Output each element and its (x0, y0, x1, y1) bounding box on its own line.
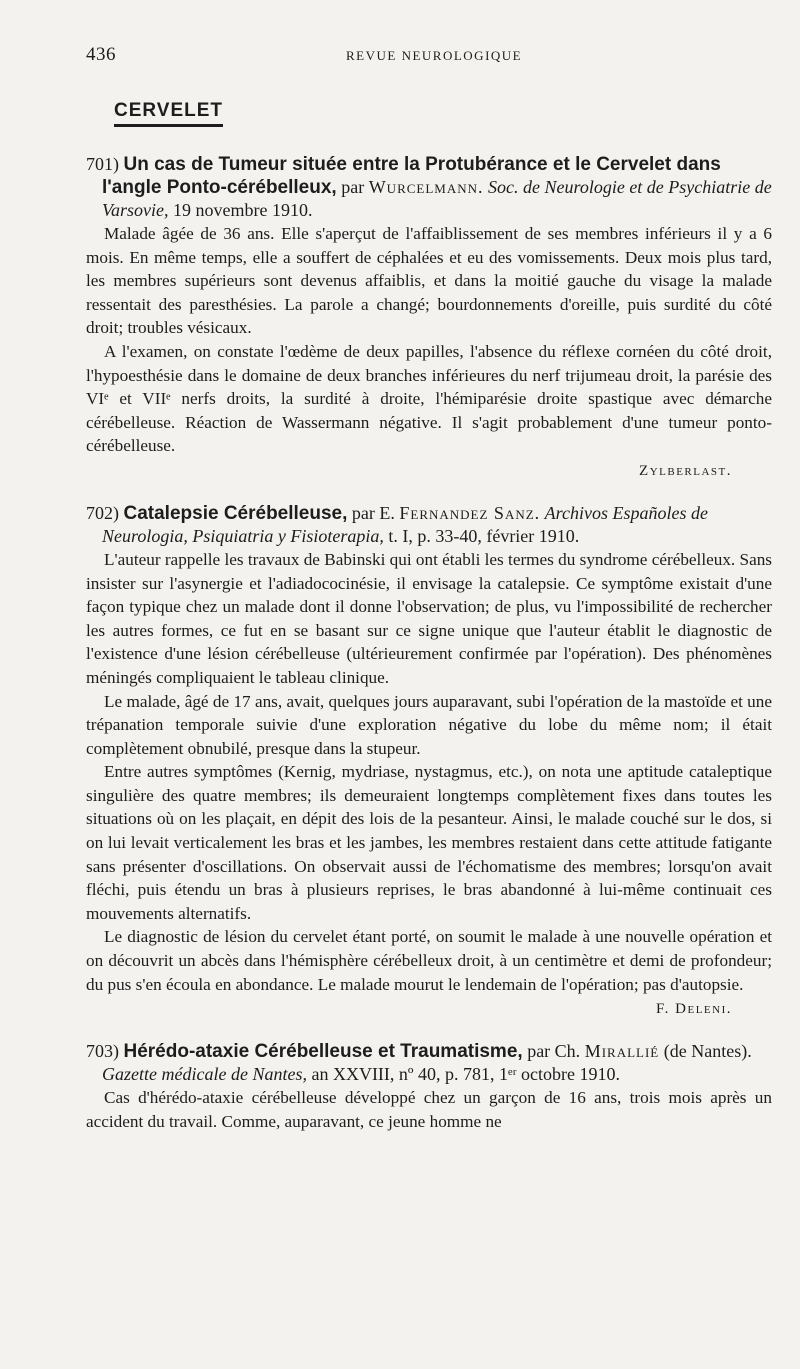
article-title: Hérédo-ataxie Cérébelleuse et Traumatisme, (123, 1041, 523, 1063)
article-signature: F. Deleni. (656, 1001, 732, 1018)
journal-title: REVUE NEUROLOGIQUE (346, 48, 523, 63)
article-number: 703) (86, 1041, 119, 1062)
article-heading (86, 502, 772, 548)
article-paragraph: Entre autres symptômes (Kernig, mydriase, nystagmus, etc.), on nota une aptitude cataleptique singulière des quatre membres; ils demeuraient longtemps complètement fixes dans toutes les situations où on les plaçait, en dépit des lois de la pesanteur. Ainsi, le malade couché sur le dos, si on lui levait verticalement les bras et les jambes, les membres restaient dans cette attitude fatigante sans présenter d'oscillations. On observait aussi de l'échomatisme des membres; lorsqu'on avait fléchi, puis étendu un bras à plusieurs reprises, le bras abandonné à lui-même continuait ces mouvements alternatifs. (86, 762, 772, 923)
page-number: 436 (86, 44, 116, 65)
article-paragraph: Malade âgée de 36 ans. Elle s'aperçut de l'affaiblissement de ses membres inférieurs il y a 6 mois. En même temps, elle a souffert de céphalées et eu des vomissements. Deux mois plus tard, les membres supérieurs sont devenus affaiblis, et dans la moitié gauche du visage la malade ressentait des paresthésies. La parole a changé; bourdonnements d'oreille, puis surdité du côté droit; troubles vésicaux. (86, 224, 772, 338)
article-source: Archivos Españoles de Neurologia, Psiquiatria y Fisioterapia, (102, 502, 708, 546)
article-paragraph: A l'examen, on constate l'œdème de deux papilles, l'absence du réflexe cornéen du côté droit, l'hypoesthésie dans le domaine de deux branches inférieures du nerf trijumeau droit, la parésie des VIᵉ et VIIᵉ nerfs droits, la surdité à droite, l'hémiparésie droite spastique avec démarche cérébelleuse. Réaction de Wassermann négative. Il s'agit probablement d'une tumeur ponto-cérébelleuse. (86, 341, 772, 456)
article-signature: Zylberlast. (639, 462, 732, 479)
article-by: par (341, 177, 365, 197)
running-head (86, 44, 772, 66)
article-number: 701) (86, 154, 119, 174)
article-source: Gazette médicale de Nantes, (102, 1064, 307, 1085)
section-title: CERVELET (114, 100, 223, 127)
article-702 (86, 502, 772, 1020)
article-paragraph: Le diagnostic de lésion du cervelet étant porté, on soumit le malade à une nouvelle opération et on découvrit un abcès dans l'hémisphère cérébelleux droit, à un centimètre et demi de profondeur; du pus s'en écoula en abondance. Le malade mourut le lendemain de l'opération; pas d'autopsie. (86, 927, 772, 994)
article-701 (86, 153, 772, 482)
article-paragraph: Le malade, âgé de 17 ans, avait, quelques jours auparavant, subi l'opération de la mastoïde et une trépanation temporale suivie d'une exploration négative du lobe du même nom; il était complètement obnubilé, presque dans la stupeur. (86, 691, 772, 758)
article-source: Soc. de Neurologie et de Psychiatrie de Varsovie, (102, 177, 772, 220)
article-date: 19 novembre 1910. (173, 200, 313, 220)
article-number: 702) (86, 502, 119, 523)
article-by: par Ch. (527, 1041, 581, 1062)
article-title: Un cas de Tumeur située entre la Protubérance et le Cervelet dans l'angle Ponto-cérébelleux, (102, 154, 721, 198)
article-date: an XXVIII, nº 40, p. 781, 1ᵉʳ octobre 1910. (311, 1064, 621, 1085)
article-affiliation: (de Nantes). (663, 1041, 752, 1062)
article-paragraph: L'auteur rappelle les travaux de Babinski qui ont établi les termes du syndrome cérébelleux. Sans insister sur l'asynergie et l'adiadococinésie, il envisage la catalepsie. Ce symptôme existait d'une façon typique chez un malade dont il donne l'observation; de plus, vu l'impossibilité de rechercher les autres formes, ce fut en se basant sur ce signe unique que l'auteur établit le diagnostic de l'existence d'une lésion cérébelleuse (ultérieurement confirmée par l'opération). Des phénomènes méningés compliquaient le tableau clinique. (86, 549, 772, 687)
article-paragraph: Cas d'hérédo-ataxie cérébelleuse développé chez un garçon de 16 ans, trois mois après un accident du travail. Comme, auparavant, ce jeune homme ne (86, 1088, 772, 1131)
article-author: Mirallié (584, 1041, 660, 1062)
article-703 (86, 1040, 772, 1133)
article-author: Wurcelmann. (368, 177, 484, 197)
article-title: Catalepsie Cérébelleuse, (123, 502, 348, 524)
article-date: t. I, p. 33-40, février 1910. (388, 525, 580, 546)
article-by: par E. (351, 502, 395, 523)
article-author: Fernandez Sanz. (399, 502, 541, 523)
article-heading (86, 153, 772, 222)
article-heading (86, 1040, 772, 1086)
